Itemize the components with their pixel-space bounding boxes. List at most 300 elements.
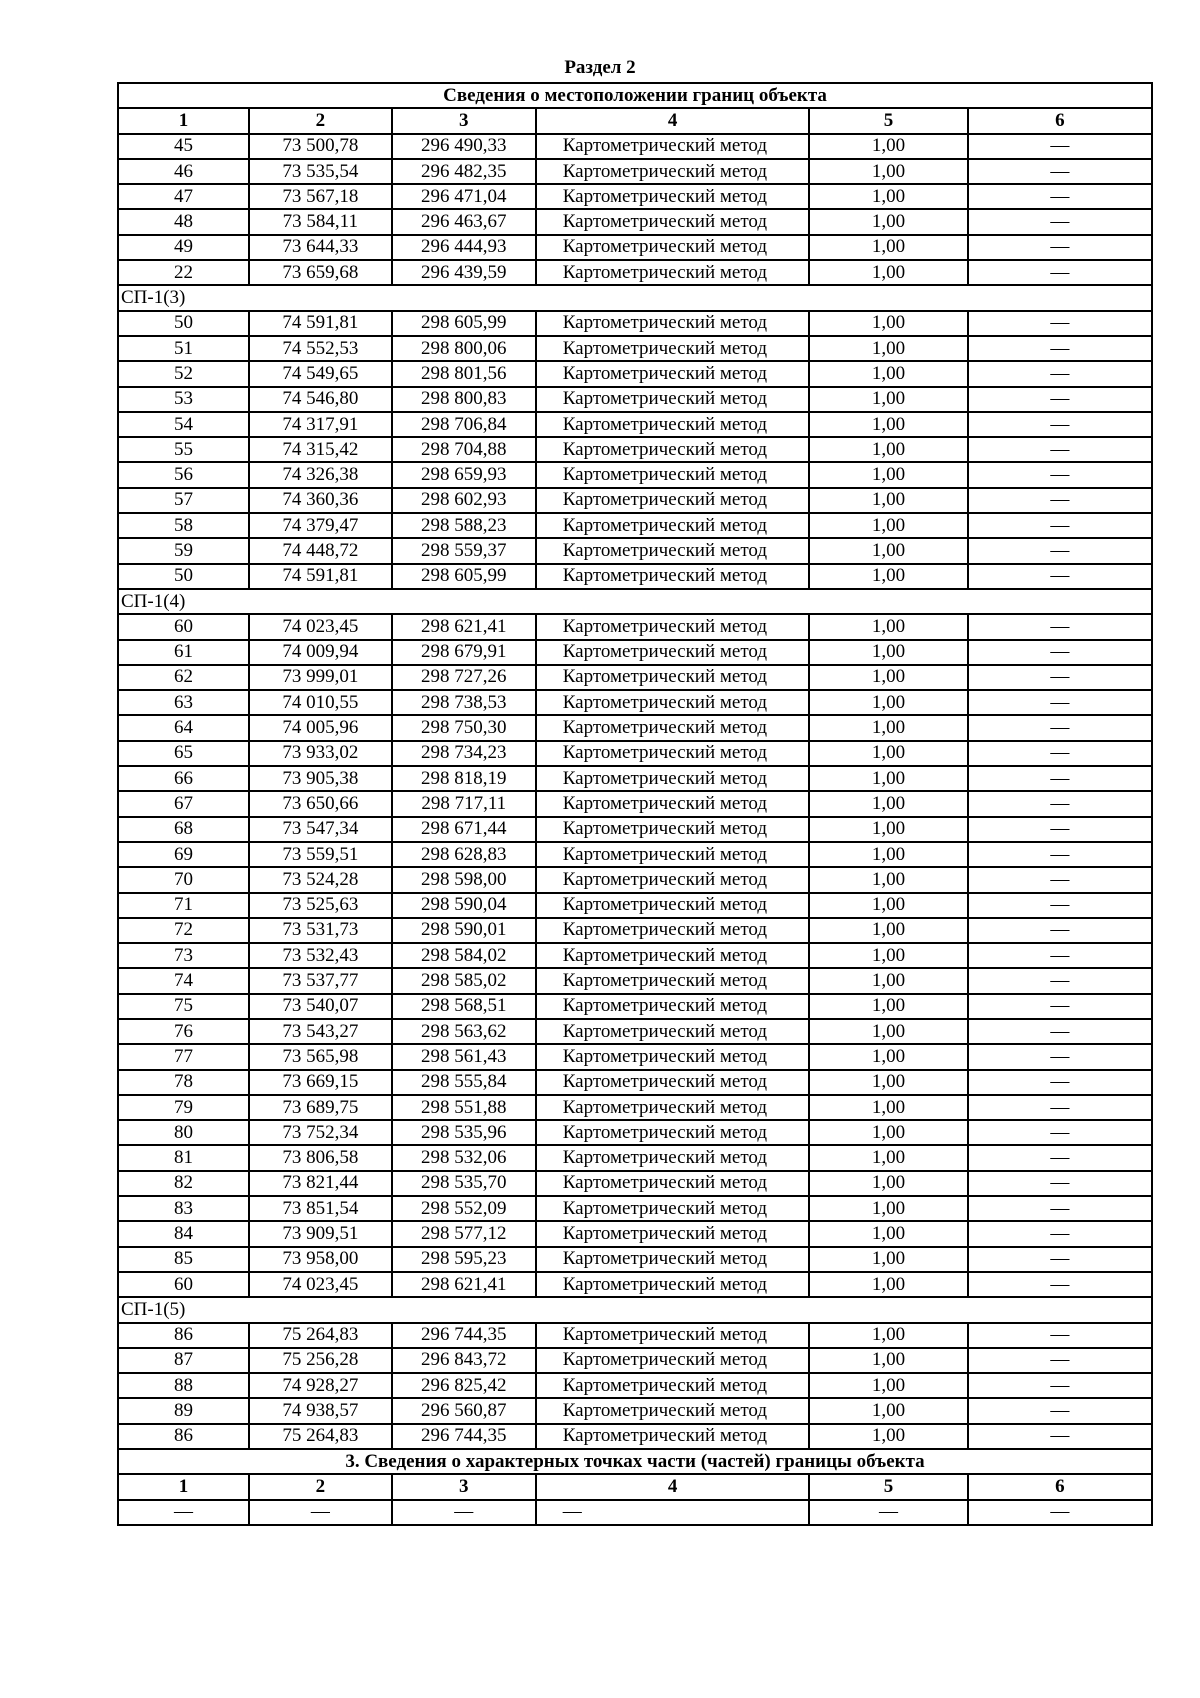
table-row	[118, 387, 1152, 412]
table-cell: 48	[118, 209, 249, 234]
table-cell: —	[968, 260, 1152, 285]
table-cell: Картометрический метод	[536, 1095, 810, 1120]
table-cell: 63	[118, 690, 249, 715]
table-cell: —	[968, 665, 1152, 690]
table-cell: 60	[118, 614, 249, 639]
table-cell: —	[968, 184, 1152, 209]
table-cell: 85	[118, 1247, 249, 1272]
table-cell: 1,00	[809, 412, 967, 437]
table-cell: 73 650,66	[249, 791, 392, 816]
table-row	[118, 766, 1152, 791]
table-cell: —	[968, 766, 1152, 791]
column-header: 3	[392, 1474, 536, 1499]
table-cell: 73 540,07	[249, 994, 392, 1019]
table-cell: 298 818,19	[392, 766, 536, 791]
table-cell: 298 628,83	[392, 842, 536, 867]
table-cell: —	[392, 1500, 536, 1525]
table-row	[118, 1196, 1152, 1221]
table-cell: 74 591,81	[249, 311, 392, 336]
table-cell: 73 531,73	[249, 918, 392, 943]
group-label-row	[118, 285, 1152, 310]
table-cell: Картометрический метод	[536, 1196, 810, 1221]
table-cell: Картометрический метод	[536, 159, 810, 184]
group-label: СП-1(5)	[118, 1297, 1152, 1322]
table-cell: Картометрический метод	[536, 462, 810, 487]
table-cell: 1,00	[809, 741, 967, 766]
table-cell: 74 010,55	[249, 690, 392, 715]
table-cell: 52	[118, 361, 249, 386]
table-cell: 1,00	[809, 1272, 967, 1297]
table-cell: 296 482,35	[392, 159, 536, 184]
table-cell: 1,00	[809, 1424, 967, 1449]
table-cell: 1,00	[809, 1373, 967, 1398]
table-cell: 74 546,80	[249, 387, 392, 412]
table-cell: 66	[118, 766, 249, 791]
table-cell: —	[968, 1272, 1152, 1297]
table-cell: 298 561,43	[392, 1044, 536, 1069]
table-cell: —	[968, 994, 1152, 1019]
table-cell: —	[968, 437, 1152, 462]
table-cell: 1,00	[809, 893, 967, 918]
table-cell: 298 800,83	[392, 387, 536, 412]
table-cell: Картометрический метод	[536, 1120, 810, 1145]
table-cell: 74 023,45	[249, 614, 392, 639]
table-cell: Картометрический метод	[536, 209, 810, 234]
table-cell: 1,00	[809, 791, 967, 816]
table-row	[118, 1398, 1152, 1423]
table-cell: 73 669,15	[249, 1070, 392, 1095]
table-cell: 1,00	[809, 488, 967, 513]
table-cell: —	[968, 488, 1152, 513]
table-cell: Картометрический метод	[536, 361, 810, 386]
table-row	[118, 1145, 1152, 1170]
table-cell: —	[968, 235, 1152, 260]
table-cell: 1,00	[809, 235, 967, 260]
table-row	[118, 867, 1152, 892]
table-cell: 296 744,35	[392, 1323, 536, 1348]
table-cell: Картометрический метод	[536, 715, 810, 740]
table-row	[118, 513, 1152, 538]
table-row	[118, 1095, 1152, 1120]
table-cell: Картометрический метод	[536, 817, 810, 842]
table-cell: 54	[118, 412, 249, 437]
table-cell: 73 537,77	[249, 968, 392, 993]
table-cell: Картометрический метод	[536, 1424, 810, 1449]
table-cell: —	[968, 715, 1152, 740]
table-cell: 298 590,04	[392, 893, 536, 918]
table-row	[118, 1247, 1152, 1272]
table-cell: 298 605,99	[392, 311, 536, 336]
table-cell: 298 577,12	[392, 1221, 536, 1246]
table-cell: Картометрический метод	[536, 1398, 810, 1423]
table-cell: 1,00	[809, 1145, 967, 1170]
table-cell: Картометрический метод	[536, 867, 810, 892]
table-cell: 73 958,00	[249, 1247, 392, 1272]
table-cell: 74 326,38	[249, 462, 392, 487]
table-cell: Картометрический метод	[536, 513, 810, 538]
table-cell: 74 552,53	[249, 336, 392, 361]
table-row	[118, 943, 1152, 968]
table-row	[118, 361, 1152, 386]
table-row	[118, 665, 1152, 690]
column-header: 5	[809, 1474, 967, 1499]
table-caption	[118, 83, 1152, 108]
table-cell: 61	[118, 640, 249, 665]
table-row	[118, 918, 1152, 943]
table-cell: 73 567,18	[249, 184, 392, 209]
table-cell: Картометрический метод	[536, 488, 810, 513]
table-cell: Картометрический метод	[536, 893, 810, 918]
table-cell: 1,00	[809, 994, 967, 1019]
table-row	[118, 412, 1152, 437]
table-cell: 56	[118, 462, 249, 487]
table-cell: 298 727,26	[392, 665, 536, 690]
table-cell: —	[968, 1500, 1152, 1525]
table-cell: —	[968, 968, 1152, 993]
table-row	[118, 1221, 1152, 1246]
table-cell: 74 360,36	[249, 488, 392, 513]
table-cell: 1,00	[809, 159, 967, 184]
table-cell: 1,00	[809, 260, 967, 285]
table-cell: 298 552,09	[392, 1196, 536, 1221]
table-cell: 1,00	[809, 640, 967, 665]
table-cell: Картометрический метод	[536, 412, 810, 437]
column-header: 2	[249, 108, 392, 133]
table-cell: 298 590,01	[392, 918, 536, 943]
table-cell: —	[968, 1095, 1152, 1120]
table-cell: 73 905,38	[249, 766, 392, 791]
table-cell: 87	[118, 1348, 249, 1373]
table-cell: 1,00	[809, 1095, 967, 1120]
table-cell: 296 439,59	[392, 260, 536, 285]
table-cell: Картометрический метод	[536, 1323, 810, 1348]
table-cell: Картометрический метод	[536, 387, 810, 412]
table-row	[118, 159, 1152, 184]
subsection-row	[118, 1500, 1152, 1525]
table-cell: 65	[118, 741, 249, 766]
table-row	[118, 311, 1152, 336]
table-cell: 1,00	[809, 311, 967, 336]
table-cell: 1,00	[809, 513, 967, 538]
table-cell: Картометрический метод	[536, 614, 810, 639]
table-cell: 1,00	[809, 361, 967, 386]
table-cell: Картометрический метод	[536, 640, 810, 665]
table-row	[118, 1348, 1152, 1373]
table-cell: 298 734,23	[392, 741, 536, 766]
table-cell: 298 568,51	[392, 994, 536, 1019]
table-cell: —	[968, 791, 1152, 816]
table-cell: 1,00	[809, 1398, 967, 1423]
table-cell: 73 543,27	[249, 1019, 392, 1044]
table-cell: 88	[118, 1373, 249, 1398]
table-row	[118, 715, 1152, 740]
table-cell: 296 463,67	[392, 209, 536, 234]
column-header: 4	[536, 1474, 810, 1499]
table-cell: 75 264,83	[249, 1424, 392, 1449]
table-cell: —	[968, 387, 1152, 412]
table-cell: —	[968, 1171, 1152, 1196]
table-cell: 75 256,28	[249, 1348, 392, 1373]
table-cell: 75	[118, 994, 249, 1019]
table-cell: 298 679,91	[392, 640, 536, 665]
table-row	[118, 437, 1152, 462]
group-label: СП-1(4)	[118, 589, 1152, 614]
table-cell: 73 500,78	[249, 134, 392, 159]
table-caption-text: Сведения о местоположении границ объекта	[118, 83, 1152, 108]
table-cell: 298 621,41	[392, 614, 536, 639]
table-cell: Картометрический метод	[536, 943, 810, 968]
table-row	[118, 1424, 1152, 1449]
subsection-title-text: 3. Сведения о характерных точках части (частей) границы объекта	[118, 1449, 1152, 1474]
table-cell: 298 621,41	[392, 1272, 536, 1297]
table-cell: 1,00	[809, 943, 967, 968]
table-cell: 22	[118, 260, 249, 285]
table-cell: Картометрический метод	[536, 1272, 810, 1297]
table-cell: —	[968, 159, 1152, 184]
table-cell: Картометрический метод	[536, 336, 810, 361]
section-title: Раздел 2	[564, 57, 636, 78]
table-cell: 86	[118, 1323, 249, 1348]
table-cell: 75 264,83	[249, 1323, 392, 1348]
table-cell: 298 588,23	[392, 513, 536, 538]
table-row	[118, 1019, 1152, 1044]
table-cell: 50	[118, 311, 249, 336]
table-cell: —	[968, 1145, 1152, 1170]
table-cell: —	[968, 1373, 1152, 1398]
table-row	[118, 564, 1152, 589]
column-header: 6	[968, 108, 1152, 133]
table-cell: 73 559,51	[249, 842, 392, 867]
column-header-row	[118, 108, 1152, 133]
table-cell: —	[968, 564, 1152, 589]
table-cell: —	[809, 1500, 967, 1525]
table-row	[118, 842, 1152, 867]
table-row	[118, 994, 1152, 1019]
table-cell: —	[968, 690, 1152, 715]
table-cell: 53	[118, 387, 249, 412]
table-cell: 73 535,54	[249, 159, 392, 184]
table-cell: —	[118, 1500, 249, 1525]
subsection-header-row	[118, 1474, 1152, 1499]
table-row	[118, 690, 1152, 715]
table-cell: 73 806,58	[249, 1145, 392, 1170]
table-cell: 296 843,72	[392, 1348, 536, 1373]
table-cell: 1,00	[809, 462, 967, 487]
table-cell: 298 584,02	[392, 943, 536, 968]
table-cell: 298 671,44	[392, 817, 536, 842]
table-cell: —	[968, 1398, 1152, 1423]
table-row	[118, 260, 1152, 285]
table-cell: 76	[118, 1019, 249, 1044]
table-cell: 73 644,33	[249, 235, 392, 260]
table-row	[118, 538, 1152, 563]
column-header: 1	[118, 108, 249, 133]
table-row	[118, 614, 1152, 639]
table-cell: 57	[118, 488, 249, 513]
table-cell: 296 825,42	[392, 1373, 536, 1398]
table-cell: Картометрический метод	[536, 1221, 810, 1246]
table-cell: Картометрический метод	[536, 538, 810, 563]
table-cell: —	[968, 640, 1152, 665]
boundary-coordinates-table	[117, 82, 1153, 1526]
table-cell: 298 559,37	[392, 538, 536, 563]
table-cell: —	[968, 412, 1152, 437]
table-cell: 1,00	[809, 1348, 967, 1373]
table-row	[118, 462, 1152, 487]
table-cell: —	[968, 1044, 1152, 1069]
table-cell: 298 535,96	[392, 1120, 536, 1145]
table-cell: 296 471,04	[392, 184, 536, 209]
table-cell: 74 317,91	[249, 412, 392, 437]
table-cell: —	[968, 1221, 1152, 1246]
table-cell: —	[968, 1070, 1152, 1095]
table-cell: —	[968, 842, 1152, 867]
table-cell: Картометрический метод	[536, 1044, 810, 1069]
table-cell: Картометрический метод	[536, 791, 810, 816]
column-header: 2	[249, 1474, 392, 1499]
table-cell: —	[968, 209, 1152, 234]
column-header: 4	[536, 108, 810, 133]
table-cell: 1,00	[809, 184, 967, 209]
table-row	[118, 235, 1152, 260]
group-label-row	[118, 1297, 1152, 1322]
table-cell: —	[968, 311, 1152, 336]
table-cell: Картометрический метод	[536, 260, 810, 285]
table-cell: 74	[118, 968, 249, 993]
table-row	[118, 968, 1152, 993]
table-cell: 298 605,99	[392, 564, 536, 589]
table-cell: 68	[118, 817, 249, 842]
table-cell: 73 525,63	[249, 893, 392, 918]
table-cell: Картометрический метод	[536, 968, 810, 993]
table-cell: 73 851,54	[249, 1196, 392, 1221]
table-cell: 1,00	[809, 1120, 967, 1145]
table-cell: 77	[118, 1044, 249, 1069]
table-cell: Картометрический метод	[536, 918, 810, 943]
table-cell: 1,00	[809, 209, 967, 234]
table-cell: 298 750,30	[392, 715, 536, 740]
table-cell: 1,00	[809, 614, 967, 639]
table-cell: 73 524,28	[249, 867, 392, 892]
table-cell: 1,00	[809, 1196, 967, 1221]
table-row	[118, 1070, 1152, 1095]
table-cell: 298 598,00	[392, 867, 536, 892]
table-cell: 1,00	[809, 817, 967, 842]
table-cell: Картометрический метод	[536, 766, 810, 791]
table-cell: 1,00	[809, 1323, 967, 1348]
table-row	[118, 184, 1152, 209]
table-cell: —	[968, 1120, 1152, 1145]
table-cell: 73 689,75	[249, 1095, 392, 1120]
table-cell: 73 659,68	[249, 260, 392, 285]
table-cell: —	[968, 1323, 1152, 1348]
table-cell: 73 933,02	[249, 741, 392, 766]
table-cell: —	[968, 1247, 1152, 1272]
table-row	[118, 1171, 1152, 1196]
table-cell: Картометрический метод	[536, 994, 810, 1019]
table-cell: Картометрический метод	[536, 235, 810, 260]
table-cell: 45	[118, 134, 249, 159]
table-row	[118, 488, 1152, 513]
table-cell: 296 444,93	[392, 235, 536, 260]
column-header: 1	[118, 1474, 249, 1499]
table-row	[118, 1323, 1152, 1348]
table-cell: Картометрический метод	[536, 1019, 810, 1044]
table-cell: 1,00	[809, 918, 967, 943]
table-cell: 86	[118, 1424, 249, 1449]
table-cell: 74 448,72	[249, 538, 392, 563]
table-cell: Картометрический метод	[536, 1145, 810, 1170]
table-cell: 1,00	[809, 867, 967, 892]
table-cell: 74 009,94	[249, 640, 392, 665]
table-cell: 298 659,93	[392, 462, 536, 487]
table-cell: 47	[118, 184, 249, 209]
table-cell: 73 752,34	[249, 1120, 392, 1145]
table-cell: 1,00	[809, 715, 967, 740]
table-cell: 79	[118, 1095, 249, 1120]
table-cell: 78	[118, 1070, 249, 1095]
table-cell: Картометрический метод	[536, 842, 810, 867]
table-row	[118, 336, 1152, 361]
table-cell: 298 555,84	[392, 1070, 536, 1095]
table-cell: Картометрический метод	[536, 1247, 810, 1272]
table-cell: 71	[118, 893, 249, 918]
table-cell: 74 379,47	[249, 513, 392, 538]
table-cell: —	[968, 1196, 1152, 1221]
column-header: 5	[809, 108, 967, 133]
table-cell: 1,00	[809, 665, 967, 690]
table-cell: Картометрический метод	[536, 665, 810, 690]
table-cell: —	[968, 134, 1152, 159]
table-cell: 74 591,81	[249, 564, 392, 589]
table-cell: 60	[118, 1272, 249, 1297]
table-cell: 73 821,44	[249, 1171, 392, 1196]
table-cell: Картометрический метод	[536, 1373, 810, 1398]
group-label: СП-1(3)	[118, 285, 1152, 310]
table-cell: —	[968, 1019, 1152, 1044]
table-cell: 298 717,11	[392, 791, 536, 816]
table-row	[118, 741, 1152, 766]
table-cell: Картометрический метод	[536, 437, 810, 462]
table-cell: 1,00	[809, 1247, 967, 1272]
table-cell: 1,00	[809, 690, 967, 715]
table-cell: —	[968, 893, 1152, 918]
table-cell: —	[968, 741, 1152, 766]
table-cell: Картометрический метод	[536, 690, 810, 715]
table-row	[118, 1120, 1152, 1145]
table-cell: —	[968, 538, 1152, 563]
table-cell: 73	[118, 943, 249, 968]
table-row	[118, 1044, 1152, 1069]
table-cell: 1,00	[809, 766, 967, 791]
table-cell: 298 738,53	[392, 690, 536, 715]
table-cell: 74 549,65	[249, 361, 392, 386]
table-cell: 1,00	[809, 564, 967, 589]
table-cell: 1,00	[809, 1171, 967, 1196]
table-cell: 1,00	[809, 387, 967, 412]
table-cell: 64	[118, 715, 249, 740]
table-cell: 298 704,88	[392, 437, 536, 462]
table-cell: 59	[118, 538, 249, 563]
table-cell: 67	[118, 791, 249, 816]
table-cell: 73 547,34	[249, 817, 392, 842]
table-cell: 298 800,06	[392, 336, 536, 361]
table-cell: 1,00	[809, 1070, 967, 1095]
table-cell: 74 023,45	[249, 1272, 392, 1297]
table-cell: 298 706,84	[392, 412, 536, 437]
table-cell: 1,00	[809, 437, 967, 462]
table-cell: 1,00	[809, 336, 967, 361]
